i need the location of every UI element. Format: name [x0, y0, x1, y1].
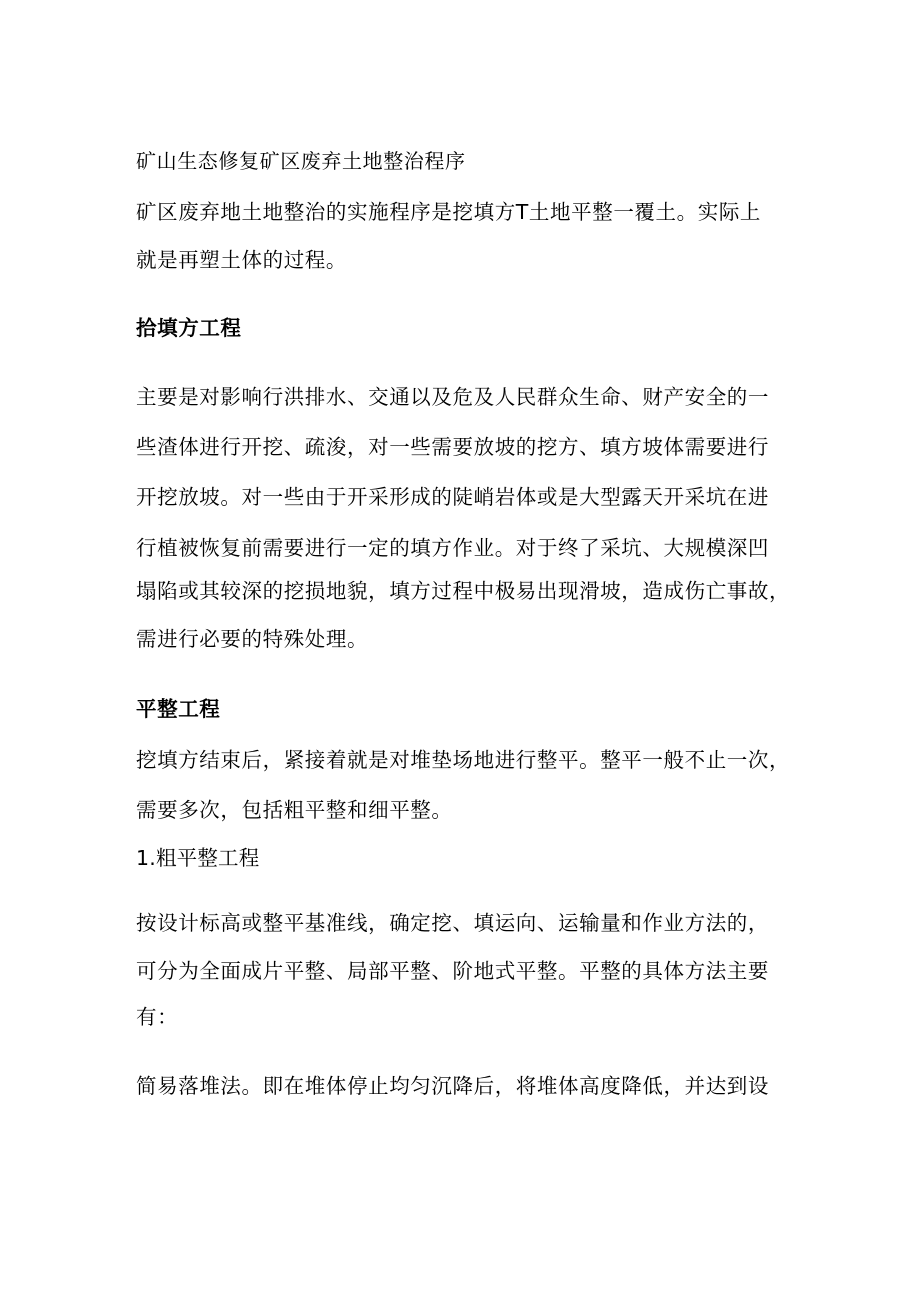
paragraph-line: 有：: [136, 1005, 179, 1029]
paragraph-line: 需进行必要的特殊处理。: [136, 627, 369, 651]
paragraph-line: 开挖放坡。对一些由于开采形成的陡峭岩体或是大型露天开采坑在进: [136, 485, 769, 509]
paragraph-line: 塌陷或其较深的挖损地貌，填方过程中极易出现滑坡，造成伤亡事故，: [136, 579, 791, 603]
paragraph-line: 行植被恢复前需要进行一定的填方作业。对于终了采坑、大规模深凹: [136, 536, 769, 560]
paragraph-line: 简易落堆法。即在堆体停止均匀沉降后，将堆体高度降低，并达到设: [136, 1074, 769, 1098]
section-heading-leveling: 平整工程: [136, 697, 221, 721]
section-heading-fill: 拾填方工程: [136, 316, 242, 340]
paragraph-line: 些渣体进行开挖、疏浚，对一些需要放坡的挖方、填方坡体需要进行: [136, 435, 769, 459]
paragraph-line: 按设计标高或整平基准线，确定挖、填运向、运输量和作业方法的，: [136, 911, 769, 935]
intro-line-1: 矿区废弃地土地整治的实施程序是挖填方T土地平整一覆土。实际上: [136, 200, 762, 224]
subheading-rough-leveling: 1.粗平整工程: [136, 846, 260, 870]
paragraph-line: 挖填方结束后，紧接着就是对堆垫场地进行整平。整平一般不止一次，: [136, 748, 791, 772]
paragraph-line: 主要是对影响行洪排水、交通以及危及人民群众生命、财产安全的一: [136, 385, 769, 409]
paragraph-line: 需要多次，包括粗平整和细平整。: [136, 798, 453, 822]
paragraph-line: 可分为全面成片平整、局部平整、阶地式平整。平整的具体方法主要: [136, 959, 769, 983]
document-title: 矿山生态修复矿区废弃土地整治程序: [136, 149, 466, 173]
intro-line-2: 就是再塑土体的过程。: [136, 248, 347, 272]
